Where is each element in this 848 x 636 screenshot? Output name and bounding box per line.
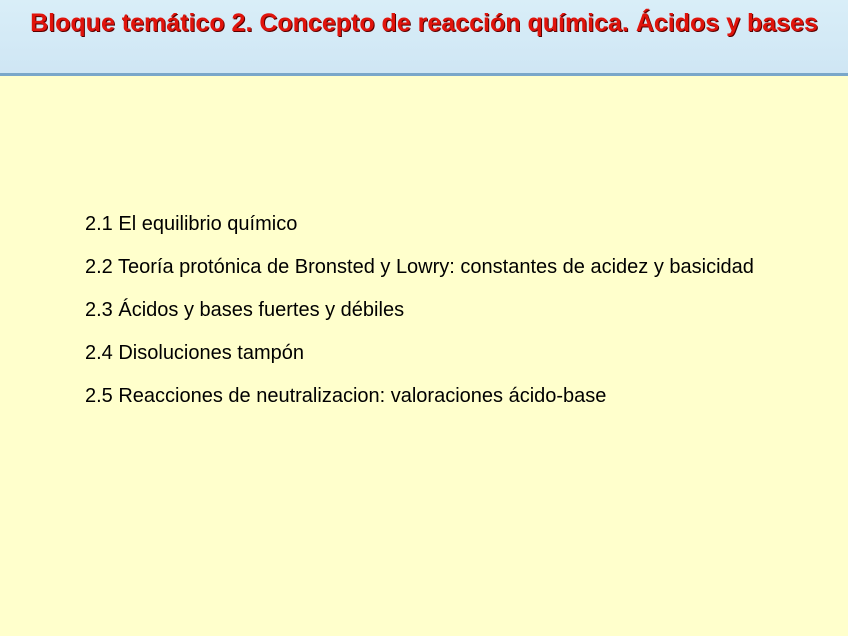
topic-item: 2.2 Teoría protónica de Bronsted y Lowry: constantes de acidez y basicidad bbox=[85, 256, 754, 278]
topic-item: 2.3 Ácidos y bases fuertes y débiles bbox=[85, 299, 405, 321]
topic-list bbox=[85, 211, 775, 426]
topic-item: 2.4 Disoluciones tampón bbox=[85, 342, 305, 364]
topic-item: 2.5 Reacciones de neutralizacion: valoraciones ácido-base bbox=[85, 385, 607, 407]
topic-item: 2.1 El equilibrio químico bbox=[85, 213, 298, 235]
title-band bbox=[0, 0, 848, 76]
slide-title: Bloque temático 2. Concepto de reacción química. Ácidos y bases bbox=[30, 9, 818, 37]
